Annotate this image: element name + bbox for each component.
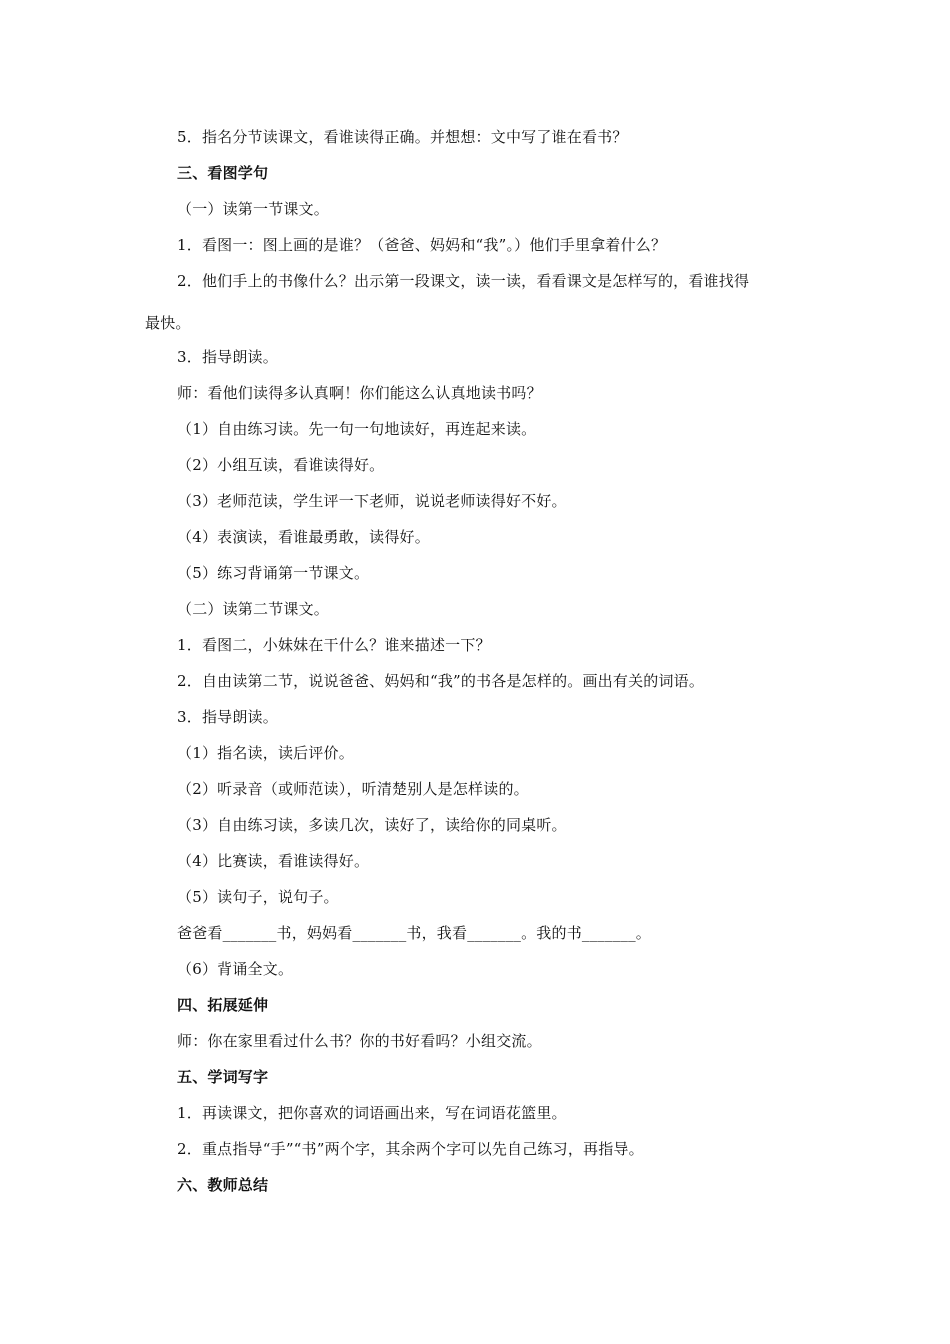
section-heading: 五、学词写字 [177,1068,269,1086]
text-line: （1）指名读，读后评价。 [177,744,354,762]
text-line: （2）听录音（或师范读），听清楚别人是怎样读的。 [177,780,529,798]
text-line: （3）自由练习读，多读几次，读好了，读给你的同桌听。 [177,816,567,834]
text-line: （6）背诵全文。 [177,960,294,978]
text-line: （5）练习背诵第一节课文。 [177,564,370,582]
text-line: 2．自由读第二节，说说爸爸、妈妈和“我”的书各是怎样的。画出有关的词语。 [177,672,705,690]
fill-in-blank-line: 爸爸看_______书，妈妈看_______书，我看_______。我的书_______。 [177,924,652,942]
section-heading: 六、教师总结 [177,1176,269,1194]
text-line: 师：看他们读得多认真啊！你们能这么认真地读书吗？ [177,384,542,402]
text-line: （1）自由练习读。先一句一句地读好，再连起来读。 [177,420,537,438]
section-heading: 三、看图学句 [177,164,269,182]
text-line: 2．他们手上的书像什么？出示第一段课文，读一读，看看课文是怎样写的，看谁找得 [177,272,750,290]
text-line: 5．指名分节读课文，看谁读得正确。并想想：文中写了谁在看书？ [177,128,628,146]
text-line: 1．再读课文，把你喜欢的词语画出来，写在词语花篮里。 [177,1104,567,1122]
text-line: （2）小组互读，看谁读得好。 [177,456,385,474]
text-line: （3）老师范读，学生评一下老师，说说老师读得好不好。 [177,492,567,510]
text-line: （一）读第一节课文。 [177,200,330,218]
text-line: 3．指导朗读。 [177,708,278,726]
text-line: 2．重点指导“手”“书”两个字，其余两个字可以先自己练习，再指导。 [177,1140,644,1158]
text-line: 师：你在家里看过什么书？你的书好看吗？小组交流。 [177,1032,542,1050]
text-line: （4）比赛读，看谁读得好。 [177,852,370,870]
text-line-continuation: 最快。 [145,314,191,332]
text-line: 3．指导朗读。 [177,348,278,366]
section-heading: 四、拓展延伸 [177,996,269,1014]
text-line: 1．看图二，小妹妹在干什么？谁来描述一下？ [177,636,491,654]
text-line: （5）读句子，说句子。 [177,888,339,906]
text-line: （二）读第二节课文。 [177,600,330,618]
text-line: 1．看图一：图上画的是谁？（爸爸、妈妈和“我”。）他们手里拿着什么？ [177,236,667,254]
text-line: （4）表演读，看谁最勇敢，读得好。 [177,528,430,546]
